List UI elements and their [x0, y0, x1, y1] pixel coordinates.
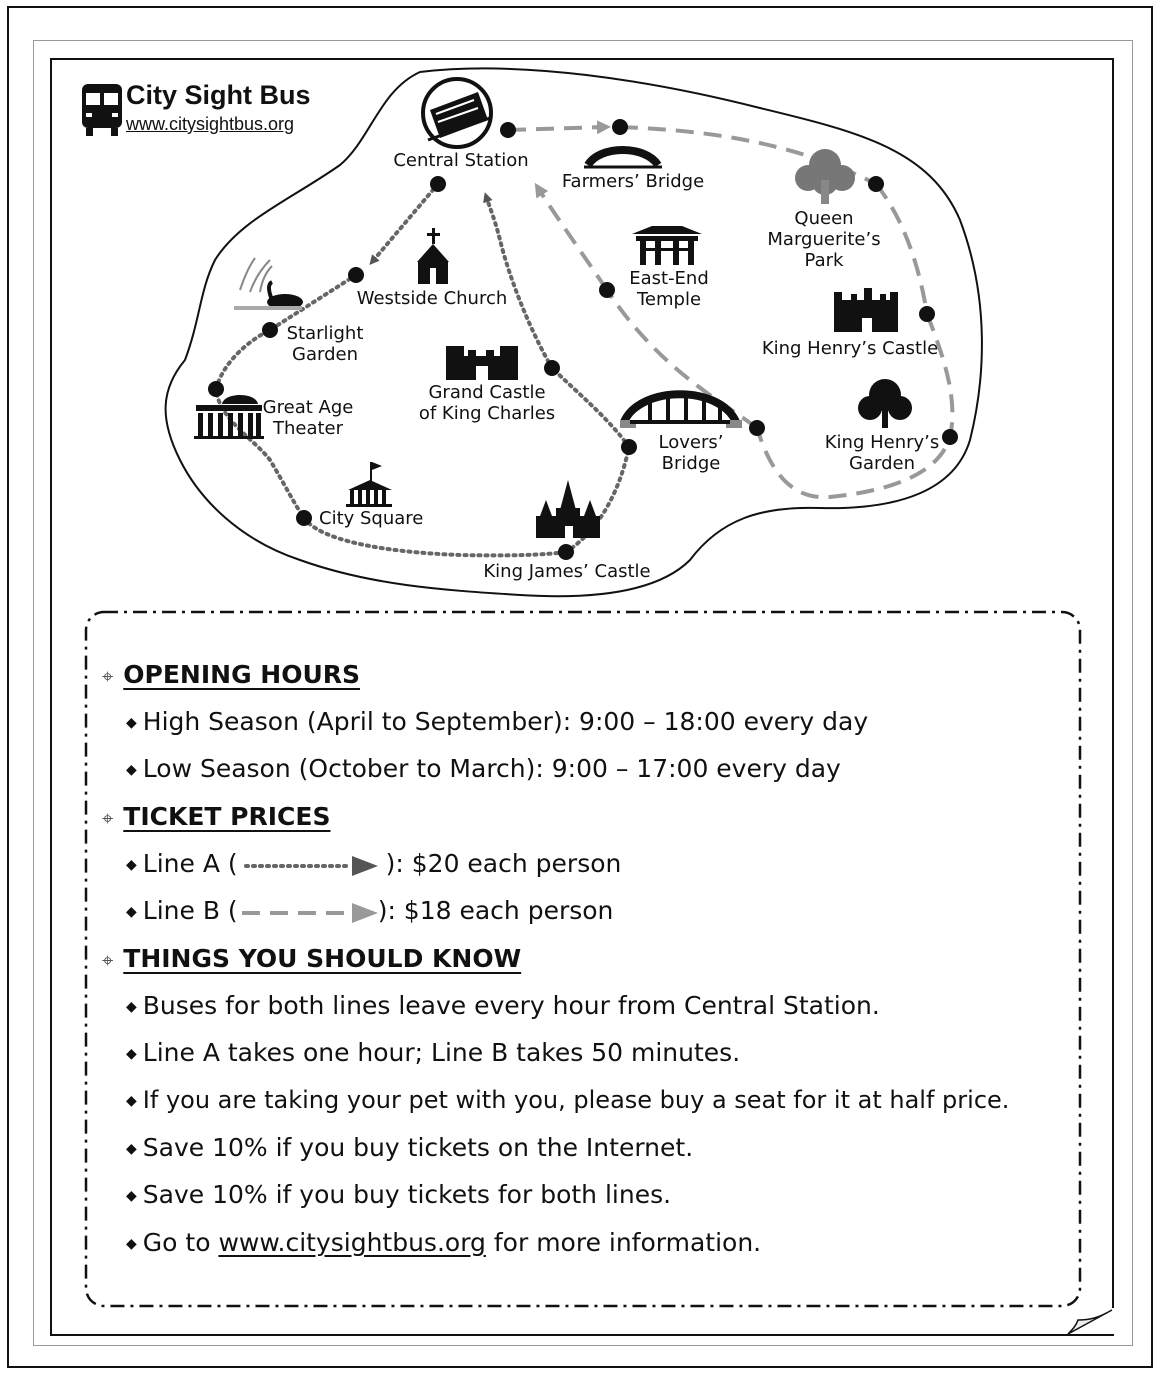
church-icon: [417, 228, 449, 284]
theater-icon: [194, 395, 264, 439]
stop-westside-church: Westside Church: [356, 288, 508, 309]
king-james-castle-icon: [536, 480, 600, 538]
stop-queen-park: Queen Marguerite’s Park: [767, 208, 881, 271]
list-item: ◆ If you are taking your pet with you, please buy a seat for it at half price.: [126, 1086, 1010, 1114]
swan-icon: [234, 258, 303, 310]
stop-grand-castle: Grand Castle of King Charles: [418, 382, 556, 424]
arch-bridge-icon: [584, 150, 662, 167]
stop-starlight-garden: Starlight Garden: [286, 323, 364, 365]
ticket-prices-heading: ⌖ TICKET PRICES: [102, 802, 331, 831]
stop-city-square: City Square: [319, 508, 424, 529]
website-link[interactable]: www.citysightbus.org: [218, 1228, 486, 1257]
city-square-icon: [346, 462, 392, 507]
fortress-icon: [446, 346, 518, 380]
brand-url-link[interactable]: www.citysightbus.org: [126, 114, 295, 134]
stop-great-age-theater: Great Age Theater: [262, 397, 354, 439]
stop-east-end-temple: East-End Temple: [629, 268, 709, 310]
list-item: ◆ Low Season (October to March): 9:00 – 17:00 every day: [126, 754, 841, 783]
stop-lovers-bridge: Lovers’ Bridge: [658, 432, 724, 474]
opening-hours-heading: ⌖ OPENING HOURS: [102, 660, 361, 689]
list-item: ◆ Save 10% if you buy tickets on the Internet.: [126, 1133, 694, 1162]
list-item: ◆ Save 10% if you buy tickets for both lines.: [126, 1180, 672, 1209]
temple-icon: [632, 226, 702, 265]
line-b-price: ◆ Line B ( ): $18 each person: [126, 896, 614, 925]
brand-title: City Sight Bus: [126, 80, 311, 110]
stop-central-station: Central Station: [393, 150, 529, 171]
page-curl: [1068, 1310, 1112, 1334]
stop-farmers-bridge: Farmers’ Bridge: [561, 171, 705, 192]
list-item: ◆ Buses for both lines leave every hour from Central Station.: [126, 991, 880, 1020]
list-item: ◆ Line A takes one hour; Line B takes 50 minutes.: [126, 1038, 741, 1067]
stop-king-henrys-castle: King Henry’s Castle: [761, 338, 939, 359]
things-heading: ⌖ THINGS YOU SHOULD KNOW: [102, 944, 522, 973]
oak-tree-icon: [858, 379, 912, 428]
bus-logo-icon: [82, 84, 122, 136]
line-a-price: ◆ Line A ( ): $20 each person: [126, 849, 622, 878]
tree-icon: [795, 149, 855, 204]
stop-king-james-castle: King James’ Castle: [483, 561, 651, 582]
castle-icon: [834, 288, 898, 332]
list-item: ◆ High Season (April to September): 9:00 – 18:00 every day: [126, 707, 869, 736]
train-icon: [423, 79, 491, 147]
stop-king-henrys-garden: King Henry’s Garden: [824, 432, 940, 474]
list-item: ◆ Go to www.citysightbus.org for more information.: [126, 1228, 762, 1257]
lovers-bridge-icon: [620, 391, 742, 428]
